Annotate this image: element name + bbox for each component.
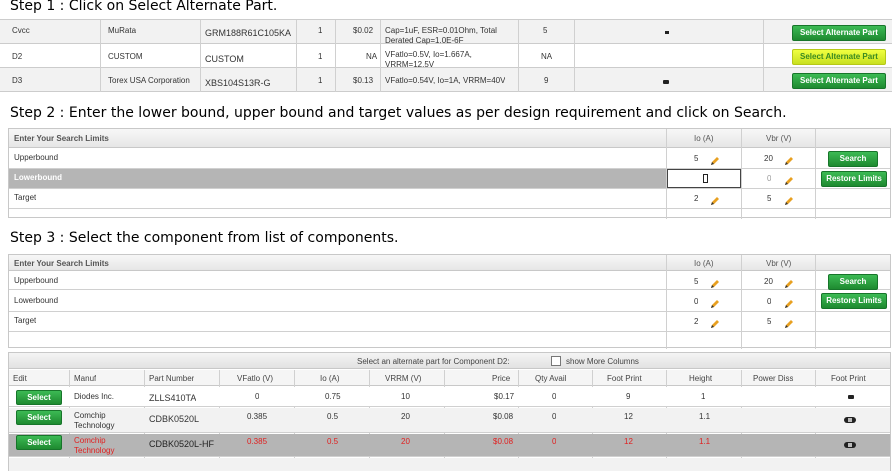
column-header-vrrm: VRRM (V) <box>385 374 422 383</box>
column-header-height: Height <box>689 374 713 383</box>
target-vbr-value[interactable]: 5 <box>767 317 772 326</box>
lowerbound-label: Lowerbound <box>14 173 62 182</box>
column-header-vbr: Vbr (V) <box>766 259 792 268</box>
column-header-part-number: Part Number <box>149 374 195 383</box>
footprint-icon <box>665 31 669 34</box>
column-header-foot-print-2: Foot Print <box>831 374 866 383</box>
footprint-icon <box>844 442 856 448</box>
target-io-value[interactable]: 2 <box>694 317 699 326</box>
select-alternate-part-button[interactable]: Select Alternate Part <box>792 25 886 41</box>
row-qty-avail: 0 <box>552 392 557 401</box>
column-header-foot-print: Foot Print <box>607 374 642 383</box>
bom-part: GRM188R61C105KA <box>205 28 292 38</box>
footprint-icon <box>844 417 856 423</box>
bom-qty: 1 <box>318 76 323 85</box>
edit-pencil-icon[interactable] <box>710 193 720 203</box>
select-button[interactable]: Select <box>16 390 62 405</box>
bom-price: $0.02 <box>353 26 374 35</box>
bom-ref: Cvcc <box>12 26 30 35</box>
column-header-io: Io (A) <box>694 134 714 143</box>
row-vfatlo: 0.385 <box>247 412 268 421</box>
footprint-icon <box>848 395 854 399</box>
search-limits-header: Enter Your Search Limits <box>14 134 109 143</box>
alternate-parts-table <box>8 352 891 471</box>
column-header-power-diss: Power Diss <box>753 374 794 383</box>
bom-qty: 1 <box>318 26 323 35</box>
search-limits-panel <box>8 254 891 348</box>
edit-pencil-icon[interactable] <box>784 296 794 306</box>
target-io-value[interactable]: 2 <box>694 194 699 203</box>
column-header-io: Io (A) <box>320 374 340 383</box>
lowerbound-vbr-value[interactable]: 0 <box>767 297 772 306</box>
bom-description: Cap=1uF, ESR=0.01Ohm, Total Derated Cap=1.0E-6F <box>385 26 497 45</box>
edit-pencil-icon[interactable] <box>784 153 794 163</box>
bom-ref: D2 <box>12 52 23 61</box>
column-header-manuf: Manuf <box>74 374 97 383</box>
row-manuf: Diodes Inc. <box>74 392 115 401</box>
upperbound-vbr-value[interactable]: 20 <box>764 154 773 163</box>
footprint-icon <box>663 80 669 84</box>
row-vrrm: 20 <box>401 412 410 421</box>
edit-pencil-icon[interactable] <box>784 173 794 183</box>
search-button[interactable]: Search <box>828 274 878 290</box>
row-price: $0.08 <box>493 412 514 421</box>
row-qty-avail: 0 <box>552 412 557 421</box>
edit-pencil-icon[interactable] <box>710 276 720 286</box>
bom-table <box>0 19 892 91</box>
bom-count: NA <box>541 52 553 61</box>
restore-limits-button[interactable]: Restore Limits <box>821 293 887 309</box>
row-part-number: CDBK0520L <box>149 414 200 424</box>
step-3-instruction: Step 3 : Select the component from list of components. <box>10 230 399 246</box>
bom-price: $0.13 <box>353 76 374 85</box>
bom-count: 5 <box>543 26 548 35</box>
select-button[interactable]: Select <box>16 410 62 425</box>
row-vfatlo: 0.385 <box>247 437 268 446</box>
row-vrrm: 10 <box>401 392 410 401</box>
row-foot-print: 9 <box>626 392 631 401</box>
row-price: $0.17 <box>494 392 515 401</box>
row-io: 0.5 <box>327 412 339 421</box>
lowerbound-io-value[interactable]: 0 <box>694 297 699 306</box>
bom-description: VFatlo=0.54V, Io=1A, VRRM=40V <box>385 76 506 85</box>
upperbound-io-value[interactable]: 5 <box>694 154 699 163</box>
target-vbr-value[interactable]: 5 <box>767 194 772 203</box>
target-label: Target <box>14 316 37 325</box>
row-height: 1.1 <box>699 412 711 421</box>
column-header-edit: Edit <box>13 374 27 383</box>
row-io: 0.5 <box>327 437 339 446</box>
select-button[interactable]: Select <box>16 435 62 450</box>
column-header-io: Io (A) <box>694 259 714 268</box>
upperbound-label: Upperbound <box>14 276 59 285</box>
step-1-instruction: Step 1 : Click on Select Alternate Part. <box>10 0 278 14</box>
lowerbound-vbr-value[interactable]: 0 <box>767 174 772 183</box>
column-header-qty-avail: Qty Avail <box>535 374 567 383</box>
bom-manuf: Torex USA Corporation <box>108 76 190 85</box>
alternate-caption: Select an alternate part for Component D2: <box>357 357 510 366</box>
upperbound-vbr-value[interactable]: 20 <box>764 277 773 286</box>
search-button[interactable]: Search <box>828 151 878 167</box>
restore-limits-button[interactable]: Restore Limits <box>821 171 887 187</box>
bom-price: NA <box>366 52 378 61</box>
edit-pencil-icon[interactable] <box>710 296 720 306</box>
show-more-columns-checkbox[interactable] <box>551 356 561 366</box>
lowerbound-label: Lowerbound <box>14 296 59 305</box>
step-2-instruction: Step 2 : Enter the lower bound, upper bound and target values as per design requirement and click on Search. <box>10 105 787 121</box>
edit-pencil-icon[interactable] <box>710 153 720 163</box>
bom-part: XBS104S13R-G <box>205 78 271 88</box>
bom-description: VFatlo=0.5V, Io=1.667A, VRRM=12.5V <box>385 50 472 69</box>
row-part-number: ZLLS410TA <box>149 393 197 403</box>
row-foot-print: 12 <box>624 437 633 446</box>
bom-manuf: MuRata <box>108 26 137 35</box>
row-vrrm: 20 <box>401 437 410 446</box>
row-manuf: Comchip Technology <box>74 411 115 430</box>
lowerbound-io-input[interactable] <box>667 169 741 188</box>
bom-ref: D3 <box>12 76 23 85</box>
upperbound-io-value[interactable]: 5 <box>694 277 699 286</box>
bom-count: 9 <box>544 76 549 85</box>
row-height: 1 <box>701 392 706 401</box>
bom-qty: 1 <box>318 52 323 61</box>
row-io: 0.75 <box>325 392 341 401</box>
edit-pencil-icon[interactable] <box>784 276 794 286</box>
row-price: $0.08 <box>493 437 514 446</box>
row-foot-print: 12 <box>624 412 633 421</box>
row-vfatlo: 0 <box>255 392 260 401</box>
show-more-columns-label[interactable]: show More Columns <box>566 357 639 366</box>
edit-pencil-icon[interactable] <box>710 316 720 326</box>
upperbound-label: Upperbound <box>14 153 59 162</box>
target-label: Target <box>14 193 37 202</box>
row-part-number: CDBK0520L-HF <box>149 439 215 449</box>
edit-pencil-icon[interactable] <box>784 316 794 326</box>
search-limits-header: Enter Your Search Limits <box>14 259 109 268</box>
column-header-vbr: Vbr (V) <box>766 134 792 143</box>
search-limits-panel <box>8 128 891 218</box>
select-alternate-part-button[interactable]: Select Alternate Part <box>792 73 886 89</box>
table-row <box>9 387 890 407</box>
bom-manuf: CUSTOM <box>108 52 143 61</box>
row-manuf: Comchip Technology <box>74 436 115 455</box>
row-qty-avail: 0 <box>552 437 557 446</box>
bom-part: CUSTOM <box>205 54 244 64</box>
edit-pencil-icon[interactable] <box>784 193 794 203</box>
select-alternate-part-button-highlighted[interactable]: Select Alternate Part <box>792 49 886 65</box>
column-header-price: Price <box>492 374 511 383</box>
column-header-vfatlo: VFatlo (V) <box>237 374 274 383</box>
row-height: 1.1 <box>699 437 711 446</box>
